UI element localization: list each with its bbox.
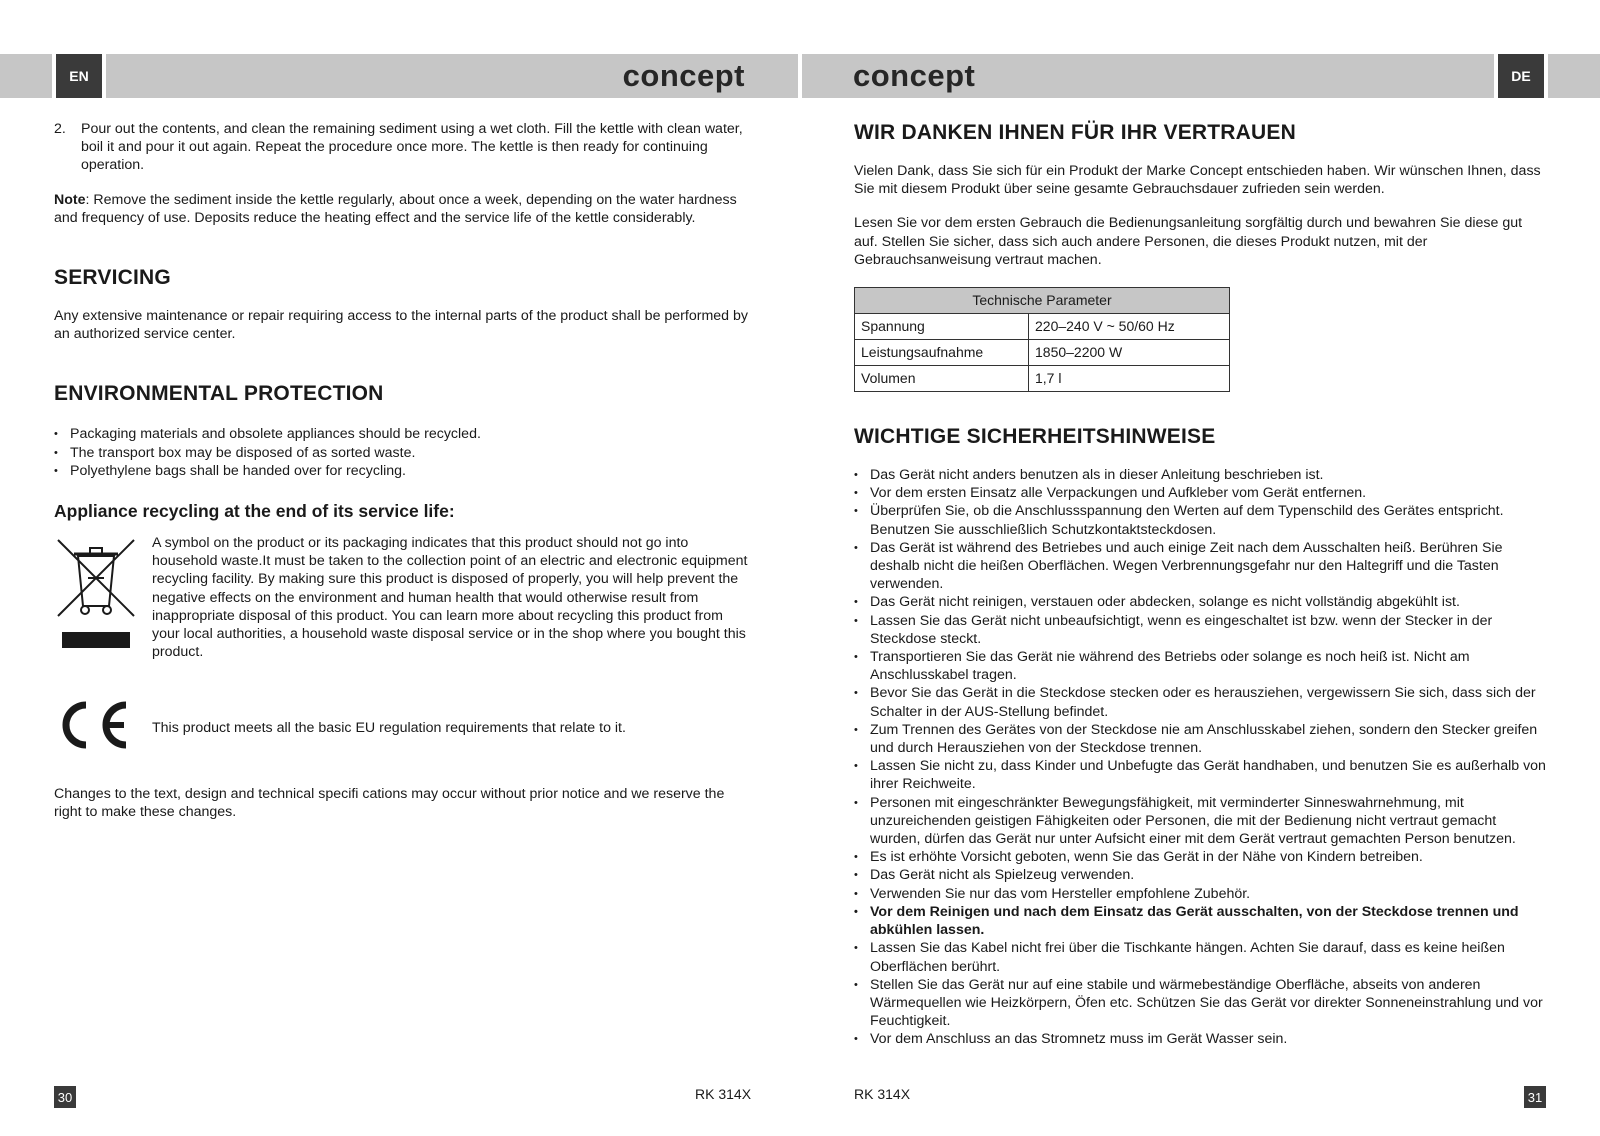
- brand-logo-left: concept: [622, 58, 745, 93]
- list-item: • Es ist erhöhte Vorsicht geboten, wenn Sie das Gerät in der Nähe von Kindern betreiben.: [854, 848, 1546, 866]
- model-number-left: RK 314X: [695, 1086, 752, 1102]
- table-row: [855, 314, 1230, 340]
- ce-mark-icon: [54, 697, 152, 758]
- ce-section: [54, 697, 748, 758]
- list-item: • Zum Trennen des Gerätes von der Steckdose nie am Anschlusskabel ziehen, sondern den Stecker greifen und durch Herausziehen von der Steckdose trennen.: [854, 721, 1546, 757]
- page-number-left: 30: [54, 1086, 76, 1108]
- weee-bin-icon: [54, 534, 152, 661]
- page-left-content: [54, 120, 748, 821]
- table-row: [855, 366, 1230, 392]
- table-cell-value: 1850–2200 W: [1029, 340, 1230, 366]
- language-badge-de: DE: [1498, 54, 1544, 98]
- list-item-emphasis: • Vor dem Reinigen und nach dem Einsatz das Gerät ausschalten, von der Steckdose trennen und abkühlen lassen.: [854, 903, 1546, 939]
- list-item: • Stellen Sie das Gerät nur auf eine stabile und wärmebeständige Oberfläche, abseits von anderen Wärmequellen wie Heizkörpern, Öfen etc. Schützen Sie das Gerät vor direkter Sonneneinstrahlung und vor Feuchtigkeit.: [854, 976, 1546, 1031]
- recycling-text: A symbol on the product or its packaging indicates that this product should not go into household waste.It must be taken to the collection point of an electric and electronic equipment recycling facility. By making sure this product is disposed of properly, you will help prevent the negative effects on the environment and human health that would otherwise result from inappropriate disposal of this product. You can learn more about recycling this product from your local authorities, a household waste disposal service or in the shop where you bought this product.: [152, 535, 748, 661]
- note-paragraph: [54, 191, 748, 227]
- list-item: • Lassen Sie das Kabel nicht frei über die Tischkante hängen. Achten Sie darauf, dass es keine heißen Oberflächen berührt.: [854, 939, 1546, 975]
- table-cell-value: 1,7 l: [1029, 366, 1230, 392]
- thanks-paragraph-1: Vielen Dank, dass Sie sich für ein Produkt der Marke Concept entschieden haben. Wir wünschen Ihnen, dass Sie mit diesem Produkt über seine gesamte Gebrauchsdauer zufrieden sein werden.: [854, 163, 1541, 198]
- table-cell-key: Leistungsaufnahme: [855, 340, 1029, 366]
- list-item: • Das Gerät ist während des Betriebes und auch einige Zeit nach dem Ausschalten heiß. Berühren Sie deshalb nicht die heißen Oberflächen. Wegen Verbrennungsgefahr nur den Haltegriff und die Tasten verwenden.: [854, 539, 1546, 594]
- environmental-heading: ENVIRONMENTAL PROTECTION: [54, 382, 384, 406]
- step-text: Pour out the contents, and clean the remaining sediment using a wet cloth. Fill the kettle with clean water, boil it and pour it out again. Repeat the procedure once more. The kettle is then ready for continuing operation.: [81, 121, 743, 174]
- list-item: • Das Gerät nicht reinigen, verstauen oder abdecken, solange es nicht vollständig abgekühlt ist.: [854, 593, 1546, 611]
- table-cell-key: Spannung: [855, 314, 1029, 340]
- table-cell-value: 220–240 V ~ 50/60 Hz: [1029, 314, 1230, 340]
- note-label: Note: [54, 191, 86, 208]
- list-item: • Bevor Sie das Gerät in die Steckdose stecken oder es herausziehen, vergewissern Sie sich, dass sich der Schalter in der AUS-Stellung befindet.: [854, 684, 1546, 720]
- recycling-section: [54, 534, 748, 661]
- servicing-text: Any extensive maintenance or repair requiring access to the internal parts of the product shall be performed by an authorized service center.: [54, 308, 748, 343]
- list-item: • The transport box may be disposed of as sorted waste.: [54, 444, 748, 462]
- recycling-heading: Appliance recycling at the end of its service life:: [54, 501, 455, 522]
- list-item: • Das Gerät nicht als Spielzeug verwenden.: [854, 866, 1546, 884]
- list-item: • Polyethylene bags shall be handed over for recycling.: [54, 462, 748, 480]
- list-item: • Packaging materials and obsolete appliances should be recycled.: [54, 425, 748, 443]
- list-item: • Vor dem Anschluss an das Stromnetz muss im Gerät Wasser sein.: [854, 1030, 1546, 1048]
- list-item: • Das Gerät nicht anders benutzen als in dieser Anleitung beschrieben ist.: [854, 466, 1546, 484]
- servicing-heading: SERVICING: [54, 266, 171, 290]
- list-item: • Lassen Sie das Gerät nicht unbeaufsichtigt, wenn es eingeschaltet ist bzw. wenn der Stecker in der Steckdose steckt.: [854, 612, 1546, 648]
- model-number-right: RK 314X: [854, 1086, 911, 1102]
- header-bar-divider: [102, 54, 106, 98]
- brand-logo-right: concept: [853, 58, 976, 93]
- language-badge-en: EN: [56, 54, 102, 98]
- technical-parameters-table: [854, 287, 1230, 392]
- list-item: • Lassen Sie nicht zu, dass Kinder und Unbefugte das Gerät handhaben, und benutzen Sie es außerhalb von ihrer Reichweite.: [854, 757, 1546, 793]
- ce-text: This product meets all the basic EU regulation requirements that relate to it.: [152, 719, 626, 736]
- safety-list: [854, 466, 1546, 1049]
- list-item: • Überprüfen Sie, ob die Anschlussspannung den Werten auf dem Typenschild des Gerätes entspricht. Benutzen Sie ausschließlich Schutzkontaktsteckdosen.: [854, 502, 1546, 538]
- page-number-right: 31: [1524, 1086, 1546, 1108]
- thanks-paragraph-2: Lesen Sie vor dem ersten Gebrauch die Bedienungsanleitung sorgfältig durch und bewahren Sie diese gut auf. Stellen Sie sicher, dass sich auch andere Personen, die dieses Produkt nutzen, mit der Gebrauchsanweisung vertraut machen.: [854, 215, 1523, 268]
- page-right-content: [854, 120, 1546, 1049]
- changes-disclaimer: Changes to the text, design and technical specifi cations may occur without prior notice and we reserve the right to make these changes.: [54, 785, 725, 820]
- cleaning-step: [54, 120, 748, 175]
- thanks-heading: WIR DANKEN IHNEN FÜR IHR VERTRAUEN: [854, 121, 1296, 144]
- table-header: Technische Parameter: [855, 288, 1230, 314]
- step-number: 2.: [54, 121, 66, 137]
- safety-heading: WICHTIGE SICHERHEITSHINWEISE: [854, 425, 1216, 449]
- list-item: • Transportieren Sie das Gerät nie während des Betriebs oder solange es noch heiß ist. Nicht am Anschlusskabel tragen.: [854, 648, 1546, 684]
- environmental-list: [54, 425, 748, 480]
- header-bar-divider: [1544, 54, 1548, 98]
- note-text: : Remove the sediment inside the kettle regularly, about once a week, depending on the water hardness and frequency of use. Deposits reduce the heating effect and the service life of the kettle considerably.: [54, 191, 737, 226]
- list-item: • Vor dem ersten Einsatz alle Verpackungen und Aufkleber vom Gerät entfernen.: [854, 484, 1546, 502]
- list-item: • Personen mit eingeschränkter Bewegungsfähigkeit, mit verminderter Sinneswahrnehmung, mit unzureichenden geistigen Fähigkeiten oder Personen, die mit der Bedienung nicht vertraut gemacht wurden, dürfen das Gerät nur unter Aufsicht einer mit dem Gerät vertraut gemachten Person benutzen.: [854, 794, 1546, 849]
- list-item: • Verwenden Sie nur das vom Hersteller empfohlene Zubehör.: [854, 885, 1546, 903]
- table-cell-key: Volumen: [855, 366, 1029, 392]
- table-row: [855, 340, 1230, 366]
